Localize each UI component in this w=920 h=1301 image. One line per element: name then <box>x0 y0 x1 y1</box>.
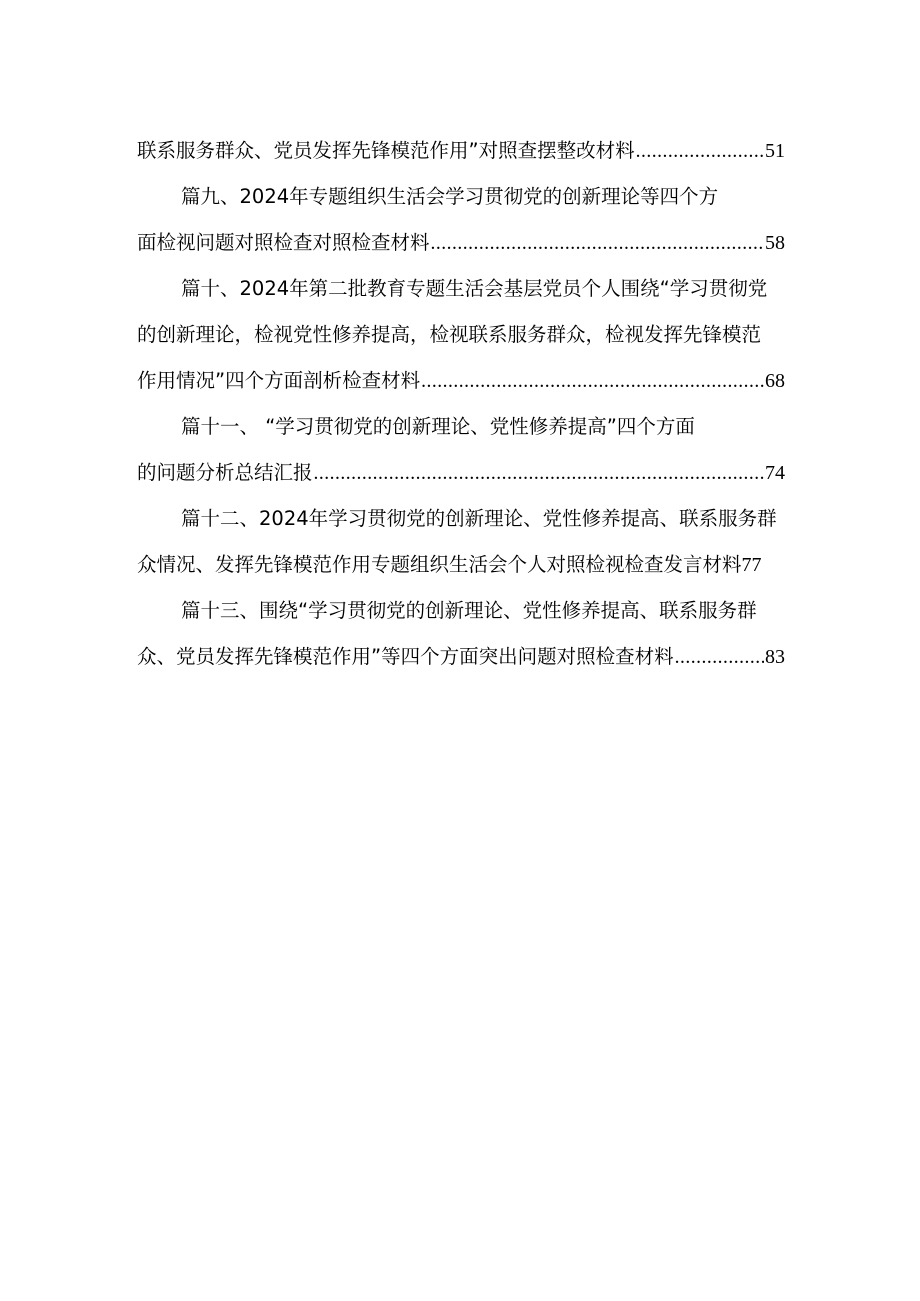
toc-entry-text: 众、党员发挥先锋模范作用”等四个方面突出问题对照检查材料 <box>137 645 674 668</box>
toc-page-number: 77 <box>741 554 762 576</box>
toc-entry-title: 篇十一、 “学习贯彻党的创新理论、党性修养提高”四个方面 <box>181 415 695 438</box>
toc-page-number: 74 <box>765 462 785 484</box>
toc-leader-dots <box>675 635 764 681</box>
toc-entry-title: 篇九、2024年专题组织生活会学习贯彻党的创新理论等四个方 <box>181 185 719 208</box>
toc-leader-dots <box>431 221 764 267</box>
toc-entry[interactable] <box>137 496 785 542</box>
toc-entry-text: 作用情况”四个方面剖析检查材料 <box>137 369 421 392</box>
toc-entry[interactable] <box>137 128 785 174</box>
toc-leader-dots <box>421 359 764 405</box>
toc-entry[interactable] <box>137 266 785 312</box>
toc-entry-text: 面检视问题对照检查对照检查材料 <box>137 231 430 254</box>
toc-entry-text: 联系服务群众、党员发挥先锋模范作用”对照查摆整改材料 <box>137 139 635 162</box>
toc-entry-continuation[interactable] <box>137 358 785 404</box>
toc-entry-title: 篇十二、2024年学习贯彻党的创新理论、党性修养提高、联系服务群 <box>181 507 777 530</box>
toc-leader-dots <box>636 129 764 175</box>
toc-entry-text: 众情况、发挥先锋模范作用专题组织生活会个人对照检视检查发言材料 <box>137 553 742 576</box>
toc-entry-continuation[interactable] <box>137 450 785 496</box>
toc-page-number: 58 <box>765 232 785 254</box>
toc-entry-title: 篇十三、围绕“学习贯彻党的创新理论、党性修养提高、联系服务群 <box>181 599 757 622</box>
toc-entry[interactable] <box>137 588 785 634</box>
toc-leader-dots <box>314 451 764 497</box>
toc-entry-continuation[interactable] <box>137 312 785 358</box>
toc-entry-continuation[interactable] <box>137 542 785 588</box>
toc-entry[interactable] <box>137 174 785 220</box>
toc-entry-continuation[interactable] <box>137 634 785 680</box>
toc-page-number: 83 <box>765 646 785 668</box>
toc-entry[interactable] <box>137 404 785 450</box>
toc-page-number: 51 <box>765 140 785 162</box>
toc-entry-title: 篇十、2024年第二批教育专题生活会基层党员个人围绕“学习贯彻党 <box>181 277 768 300</box>
toc-entry-text: 的创新理论，检视党性修养提高，检视联系服务群众，检视发挥先锋模范 <box>137 323 762 346</box>
toc-entry-text: 的问题分析总结汇报 <box>137 461 313 484</box>
table-of-contents <box>137 128 785 680</box>
toc-entry-continuation[interactable] <box>137 220 785 266</box>
toc-page-number: 68 <box>765 370 785 392</box>
